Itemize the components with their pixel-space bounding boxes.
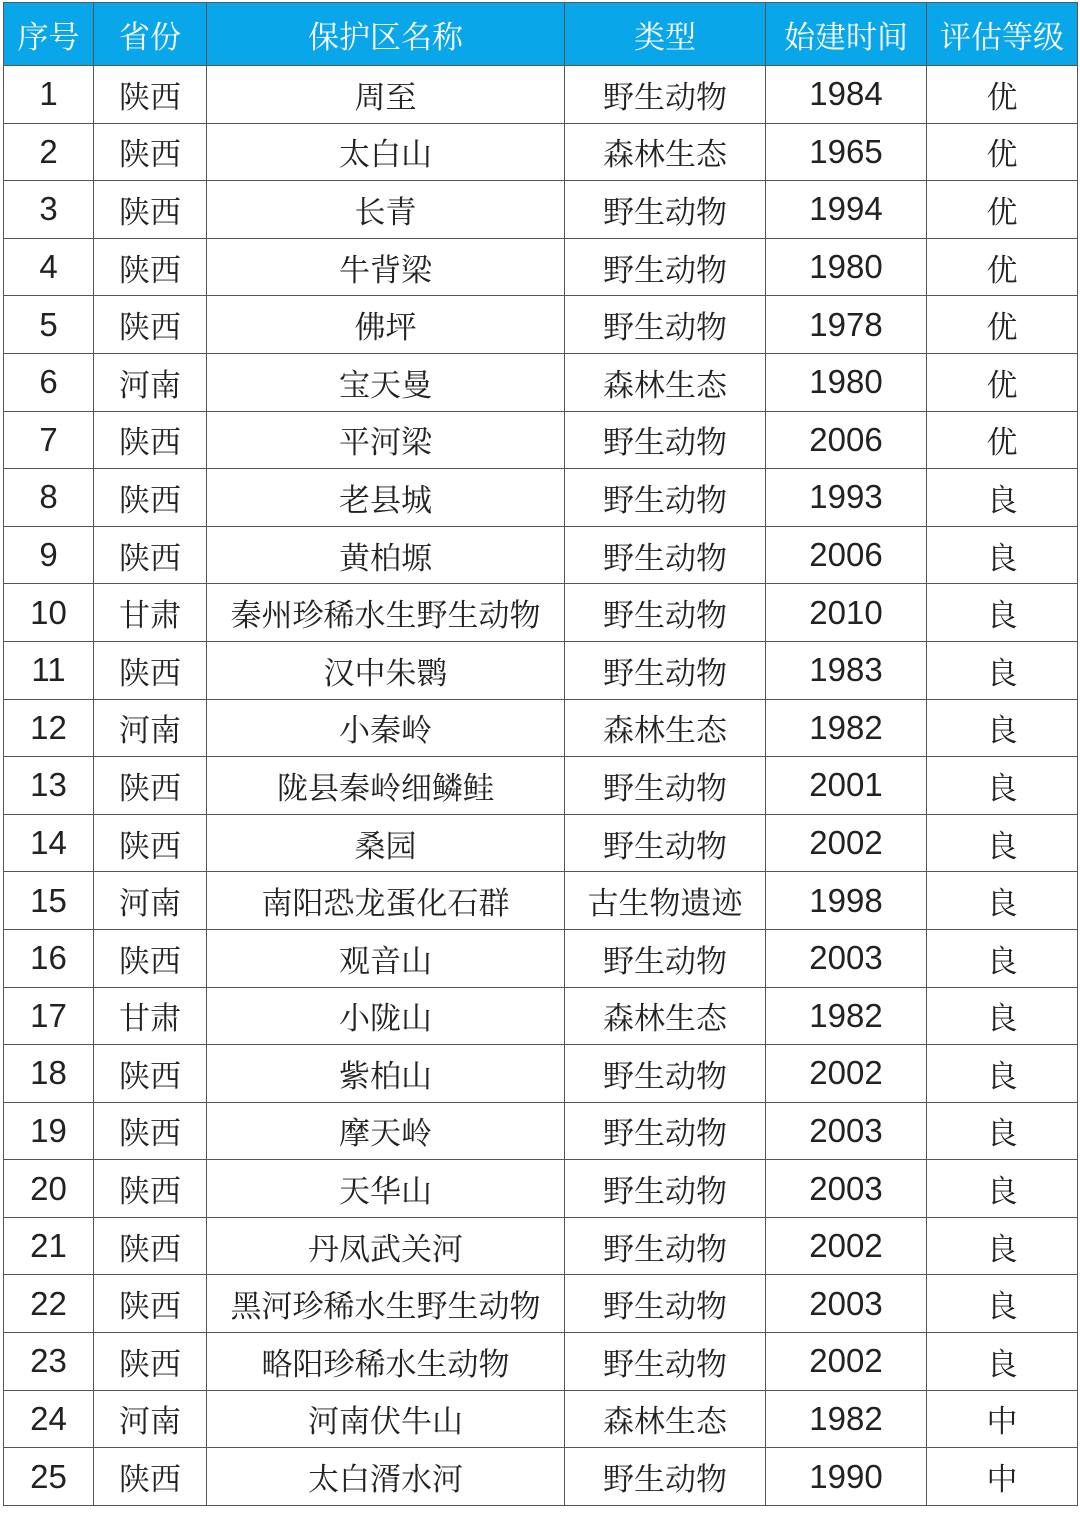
cell-type: 森林生态 [565, 987, 766, 1045]
cell-established: 1983 [766, 641, 927, 699]
cell-rating: 良 [927, 987, 1078, 1045]
cell-reserve-name: 河南伏牛山 [207, 1390, 565, 1448]
cell-index: 11 [4, 641, 94, 699]
header-established: 始建时间 [766, 3, 927, 66]
cell-reserve-name: 桑园 [207, 814, 565, 872]
table-row [4, 1333, 1078, 1391]
cell-type: 野生动物 [565, 1102, 766, 1160]
cell-index: 19 [4, 1102, 94, 1160]
cell-type: 野生动物 [565, 757, 766, 815]
cell-rating: 优 [927, 353, 1078, 411]
cell-index: 22 [4, 1275, 94, 1333]
cell-province: 河南 [94, 353, 207, 411]
cell-type: 古生物遗迹 [565, 872, 766, 930]
cell-province: 陕西 [94, 526, 207, 584]
cell-reserve-name: 南阳恐龙蛋化石群 [207, 872, 565, 930]
cell-index: 6 [4, 353, 94, 411]
table-row [4, 1160, 1078, 1218]
cell-rating: 良 [927, 814, 1078, 872]
cell-type: 野生动物 [565, 814, 766, 872]
cell-province: 河南 [94, 699, 207, 757]
cell-province: 甘肃 [94, 987, 207, 1045]
cell-index: 17 [4, 987, 94, 1045]
cell-established: 1993 [766, 469, 927, 527]
cell-province: 陕西 [94, 929, 207, 987]
cell-province: 陕西 [94, 238, 207, 296]
cell-index: 4 [4, 238, 94, 296]
cell-established: 2002 [766, 1045, 927, 1103]
cell-established: 1982 [766, 1390, 927, 1448]
cell-province: 陕西 [94, 1333, 207, 1391]
cell-type: 野生动物 [565, 181, 766, 239]
cell-rating: 良 [927, 526, 1078, 584]
cell-province: 甘肃 [94, 584, 207, 642]
table-row [4, 987, 1078, 1045]
cell-type: 野生动物 [565, 66, 766, 124]
table-body [4, 66, 1078, 1506]
cell-reserve-name: 平河梁 [207, 411, 565, 469]
table-row [4, 66, 1078, 124]
cell-reserve-name: 黑河珍稀水生野生动物 [207, 1275, 565, 1333]
cell-index: 21 [4, 1217, 94, 1275]
cell-rating: 良 [927, 1102, 1078, 1160]
cell-index: 3 [4, 181, 94, 239]
cell-established: 2003 [766, 1275, 927, 1333]
cell-index: 14 [4, 814, 94, 872]
cell-province: 陕西 [94, 1160, 207, 1218]
cell-reserve-name: 陇县秦岭细鳞鲑 [207, 757, 565, 815]
cell-established: 2010 [766, 584, 927, 642]
cell-established: 1994 [766, 181, 927, 239]
reserve-evaluation-table [3, 2, 1078, 1506]
cell-index: 9 [4, 526, 94, 584]
table-row [4, 238, 1078, 296]
cell-reserve-name: 摩天岭 [207, 1102, 565, 1160]
cell-index: 25 [4, 1448, 94, 1506]
cell-established: 2002 [766, 1217, 927, 1275]
cell-province: 陕西 [94, 1275, 207, 1333]
table-row [4, 699, 1078, 757]
table-row [4, 584, 1078, 642]
cell-type: 野生动物 [565, 238, 766, 296]
cell-type: 野生动物 [565, 1333, 766, 1391]
cell-established: 1965 [766, 123, 927, 181]
table-row [4, 411, 1078, 469]
cell-province: 河南 [94, 1390, 207, 1448]
cell-province: 陕西 [94, 296, 207, 354]
cell-rating: 良 [927, 1275, 1078, 1333]
cell-type: 野生动物 [565, 929, 766, 987]
cell-type: 野生动物 [565, 296, 766, 354]
table-row [4, 814, 1078, 872]
cell-index: 7 [4, 411, 94, 469]
cell-rating: 良 [927, 1045, 1078, 1103]
cell-index: 18 [4, 1045, 94, 1103]
cell-rating: 优 [927, 238, 1078, 296]
cell-province: 陕西 [94, 181, 207, 239]
cell-index: 15 [4, 872, 94, 930]
cell-province: 陕西 [94, 66, 207, 124]
cell-type: 野生动物 [565, 584, 766, 642]
cell-index: 2 [4, 123, 94, 181]
cell-index: 10 [4, 584, 94, 642]
cell-province: 陕西 [94, 1217, 207, 1275]
cell-rating: 良 [927, 872, 1078, 930]
cell-reserve-name: 长青 [207, 181, 565, 239]
cell-rating: 良 [927, 757, 1078, 815]
table-row [4, 1045, 1078, 1103]
cell-rating: 优 [927, 123, 1078, 181]
cell-rating: 中 [927, 1390, 1078, 1448]
cell-type: 野生动物 [565, 1045, 766, 1103]
cell-reserve-name: 小秦岭 [207, 699, 565, 757]
cell-reserve-name: 佛坪 [207, 296, 565, 354]
cell-reserve-name: 太白湑水河 [207, 1448, 565, 1506]
cell-rating: 良 [927, 1160, 1078, 1218]
header-reserve-name: 保护区名称 [207, 3, 565, 66]
cell-established: 1990 [766, 1448, 927, 1506]
table-row [4, 929, 1078, 987]
cell-type: 野生动物 [565, 526, 766, 584]
table-row [4, 757, 1078, 815]
table-row [4, 296, 1078, 354]
cell-index: 24 [4, 1390, 94, 1448]
cell-established: 1998 [766, 872, 927, 930]
cell-reserve-name: 汉中朱鹮 [207, 641, 565, 699]
cell-reserve-name: 黄柏塬 [207, 526, 565, 584]
cell-rating: 良 [927, 699, 1078, 757]
cell-type: 野生动物 [565, 1275, 766, 1333]
cell-province: 陕西 [94, 757, 207, 815]
table-row [4, 526, 1078, 584]
cell-type: 森林生态 [565, 1390, 766, 1448]
cell-type: 野生动物 [565, 469, 766, 527]
cell-established: 2001 [766, 757, 927, 815]
cell-established: 2006 [766, 411, 927, 469]
cell-index: 23 [4, 1333, 94, 1391]
cell-rating: 良 [927, 1217, 1078, 1275]
table-row [4, 1448, 1078, 1506]
cell-established: 2003 [766, 929, 927, 987]
cell-reserve-name: 丹凤武关河 [207, 1217, 565, 1275]
table-row [4, 181, 1078, 239]
cell-type: 野生动物 [565, 1448, 766, 1506]
cell-established: 2003 [766, 1160, 927, 1218]
cell-province: 陕西 [94, 1045, 207, 1103]
cell-reserve-name: 天华山 [207, 1160, 565, 1218]
cell-index: 1 [4, 66, 94, 124]
cell-reserve-name: 秦州珍稀水生野生动物 [207, 584, 565, 642]
cell-rating: 优 [927, 296, 1078, 354]
cell-type: 森林生态 [565, 353, 766, 411]
cell-rating: 优 [927, 66, 1078, 124]
table-header-row [4, 3, 1078, 66]
cell-reserve-name: 小陇山 [207, 987, 565, 1045]
cell-province: 陕西 [94, 1448, 207, 1506]
cell-index: 5 [4, 296, 94, 354]
cell-province: 陕西 [94, 411, 207, 469]
cell-established: 2003 [766, 1102, 927, 1160]
cell-established: 1980 [766, 238, 927, 296]
cell-reserve-name: 宝天曼 [207, 353, 565, 411]
cell-province: 陕西 [94, 1102, 207, 1160]
cell-province: 河南 [94, 872, 207, 930]
cell-reserve-name: 观音山 [207, 929, 565, 987]
cell-rating: 良 [927, 469, 1078, 527]
cell-type: 野生动物 [565, 411, 766, 469]
cell-rating: 优 [927, 181, 1078, 239]
cell-rating: 良 [927, 584, 1078, 642]
cell-province: 陕西 [94, 814, 207, 872]
cell-established: 1984 [766, 66, 927, 124]
cell-province: 陕西 [94, 123, 207, 181]
table-row [4, 1275, 1078, 1333]
cell-reserve-name: 老县城 [207, 469, 565, 527]
cell-established: 2002 [766, 1333, 927, 1391]
header-rating: 评估等级 [927, 3, 1078, 66]
cell-reserve-name: 太白山 [207, 123, 565, 181]
table-row [4, 123, 1078, 181]
table-row [4, 641, 1078, 699]
cell-type: 野生动物 [565, 641, 766, 699]
cell-type: 森林生态 [565, 699, 766, 757]
cell-reserve-name: 紫柏山 [207, 1045, 565, 1103]
cell-type: 野生动物 [565, 1217, 766, 1275]
cell-rating: 良 [927, 641, 1078, 699]
cell-province: 陕西 [94, 641, 207, 699]
cell-rating: 优 [927, 411, 1078, 469]
cell-rating: 良 [927, 929, 1078, 987]
cell-index: 13 [4, 757, 94, 815]
cell-established: 2006 [766, 526, 927, 584]
header-type: 类型 [565, 3, 766, 66]
cell-rating: 中 [927, 1448, 1078, 1506]
cell-reserve-name: 牛背梁 [207, 238, 565, 296]
header-index: 序号 [4, 3, 94, 66]
cell-type: 野生动物 [565, 1160, 766, 1218]
cell-established: 2002 [766, 814, 927, 872]
cell-established: 1980 [766, 353, 927, 411]
cell-reserve-name: 略阳珍稀水生动物 [207, 1333, 565, 1391]
header-province: 省份 [94, 3, 207, 66]
cell-index: 8 [4, 469, 94, 527]
cell-index: 16 [4, 929, 94, 987]
cell-reserve-name: 周至 [207, 66, 565, 124]
cell-established: 1978 [766, 296, 927, 354]
table-row [4, 353, 1078, 411]
cell-index: 12 [4, 699, 94, 757]
cell-rating: 良 [927, 1333, 1078, 1391]
cell-established: 1982 [766, 987, 927, 1045]
table-row [4, 469, 1078, 527]
table-row [4, 872, 1078, 930]
cell-type: 森林生态 [565, 123, 766, 181]
table-row [4, 1390, 1078, 1448]
cell-province: 陕西 [94, 469, 207, 527]
table-row [4, 1102, 1078, 1160]
cell-established: 1982 [766, 699, 927, 757]
cell-index: 20 [4, 1160, 94, 1218]
table-row [4, 1217, 1078, 1275]
